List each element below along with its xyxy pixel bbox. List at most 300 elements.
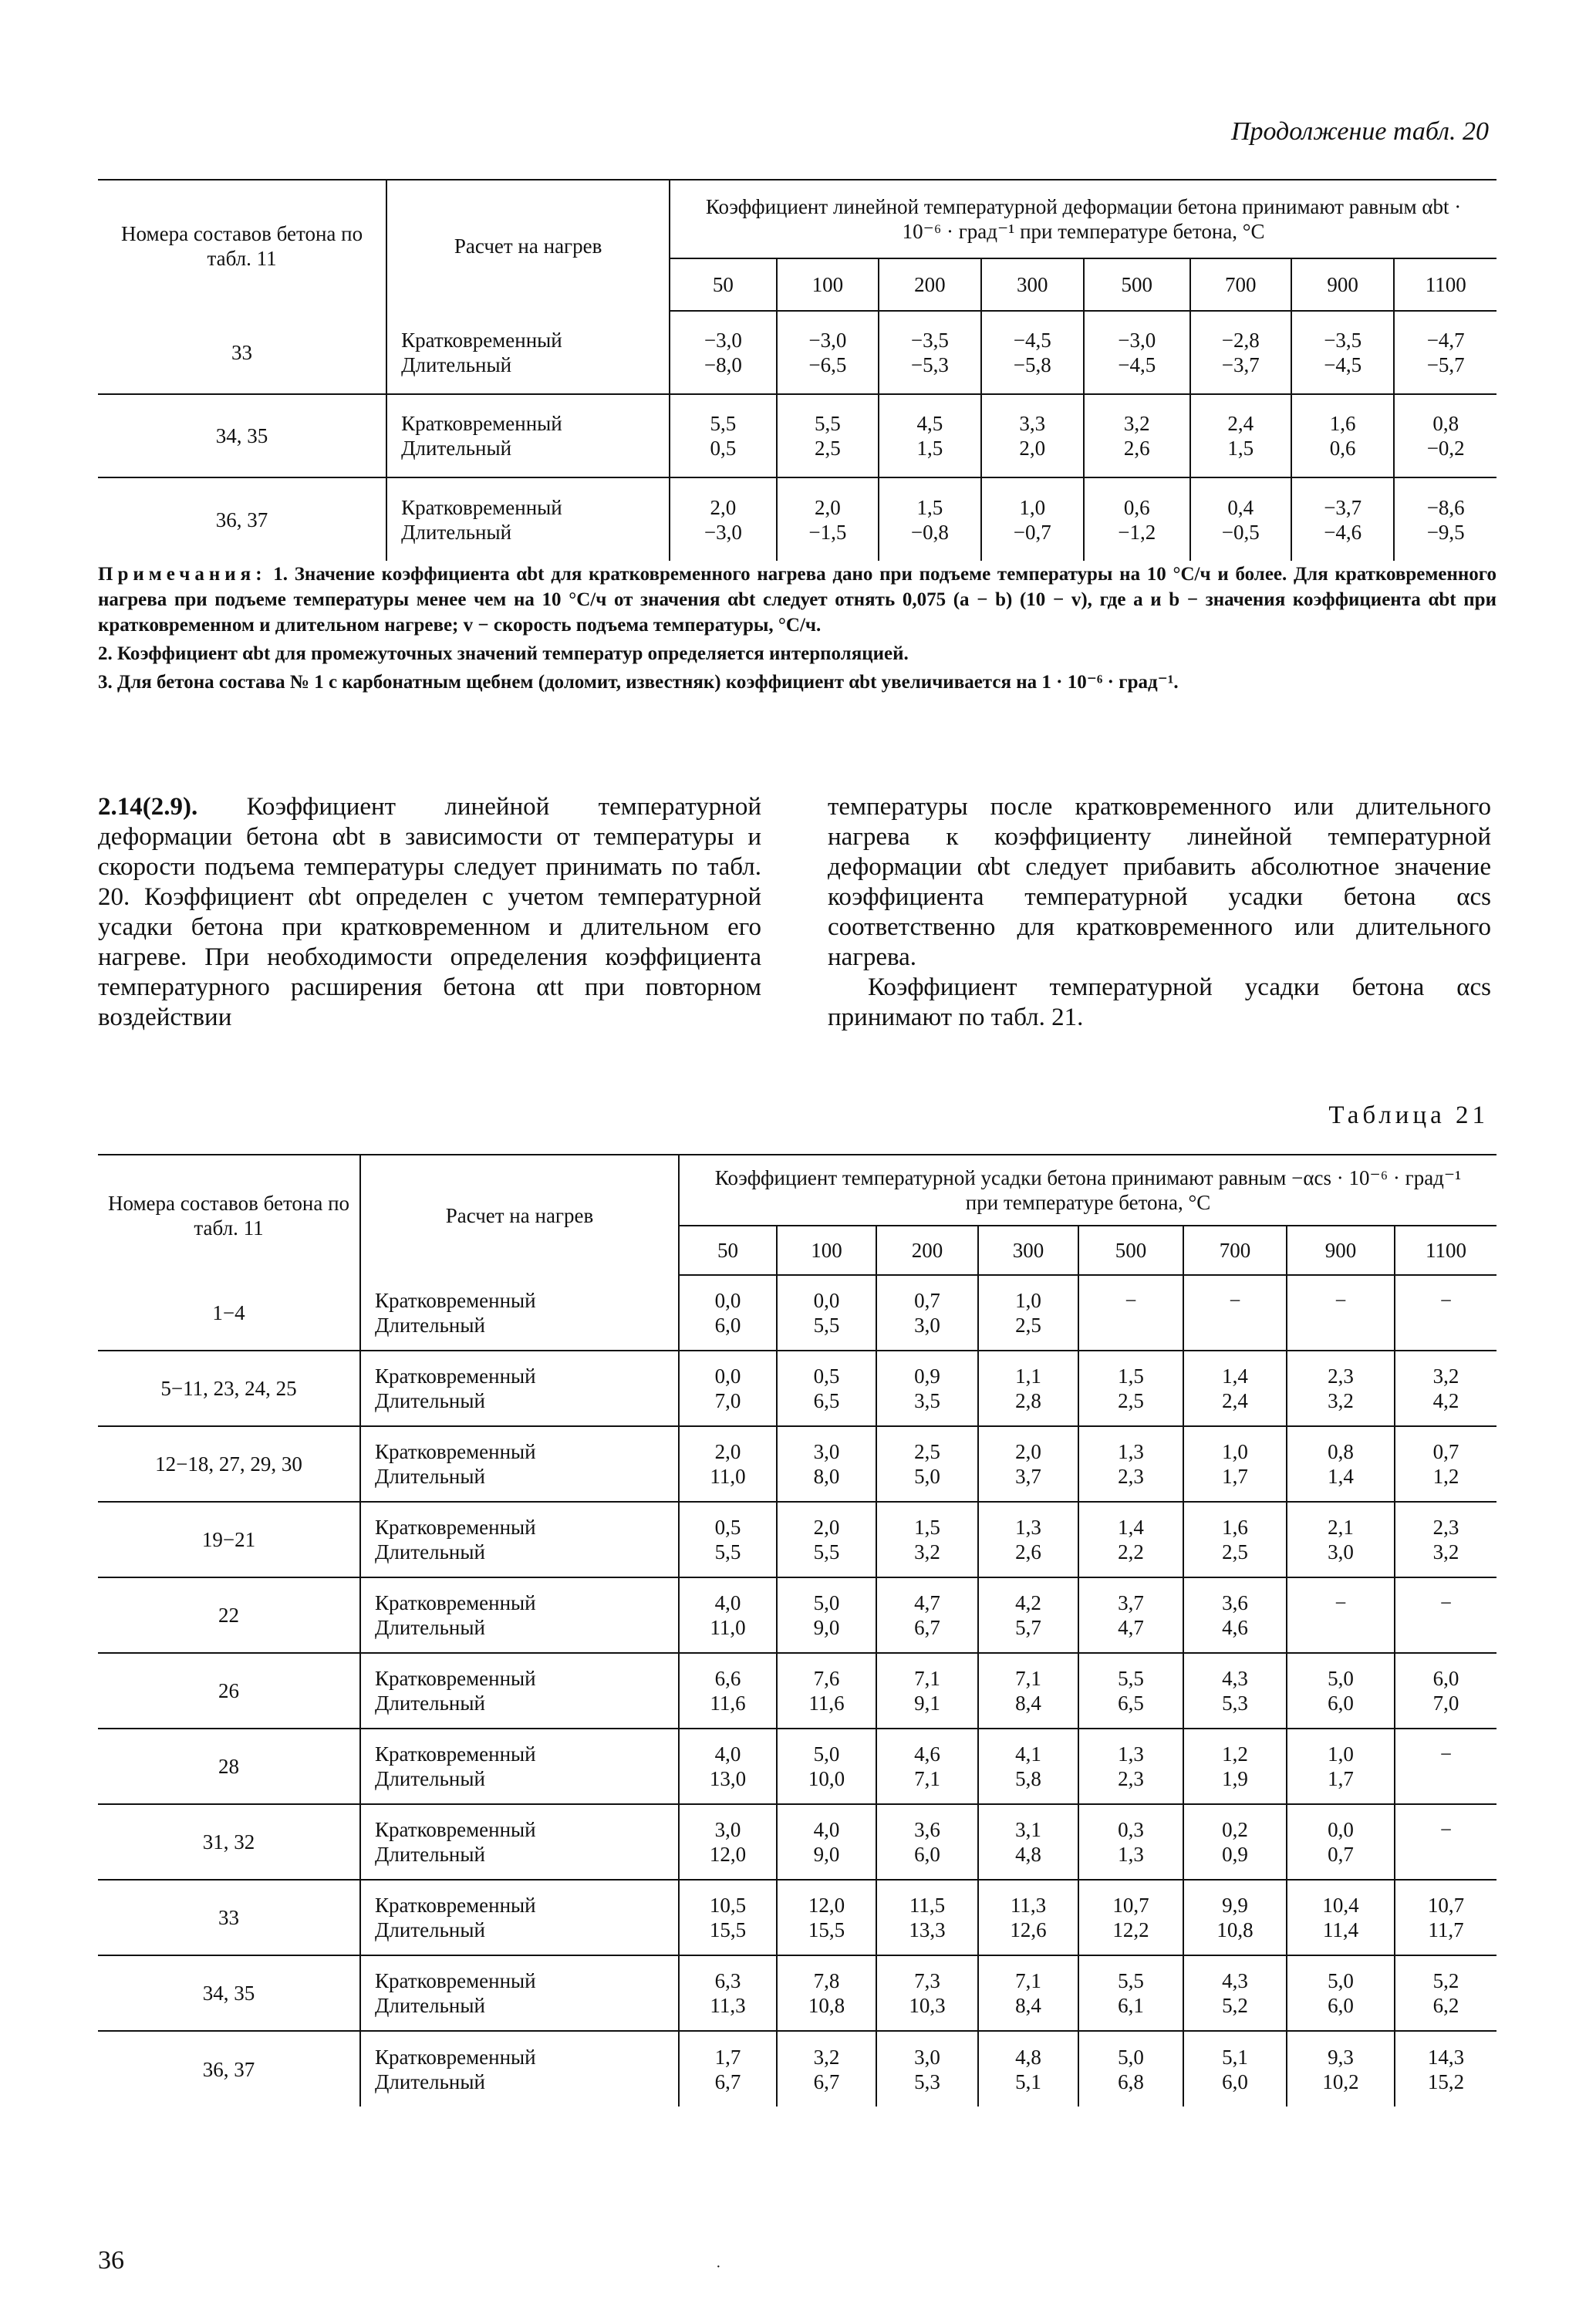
t20-header-composition: Номера составов бетона по табл. 11	[98, 180, 386, 311]
t20-value-cell	[1190, 394, 1291, 477]
t21-calc-long: Длительный	[375, 1616, 485, 1639]
t21-short-value: 2,3	[1432, 1516, 1459, 1539]
t21-calc-short: Кратковременный	[375, 2045, 536, 2069]
t21-value-cell	[1078, 1653, 1183, 1729]
t21-long-value: 6,7	[914, 1616, 940, 1639]
t21-calc-long: Длительный	[375, 2069, 485, 2093]
t21-long-value: 10,8	[1216, 1918, 1254, 1941]
t21-calc-cell	[360, 1804, 679, 1880]
t21-value-cell	[679, 1351, 777, 1426]
t21-long-value: 10,2	[1322, 2069, 1359, 2093]
t20-long-value: 1,5	[1227, 437, 1254, 460]
t21-value-cell	[978, 1653, 1078, 1729]
t21-value-cell	[876, 1729, 978, 1804]
t21-composition: 33	[98, 1880, 360, 1955]
t21-short-value: 1,0	[1328, 1742, 1354, 1766]
t20-value-cell	[879, 394, 980, 477]
t20-short-value: 2,4	[1227, 412, 1254, 435]
t21-long-value: 9,0	[813, 1616, 840, 1639]
t21-row	[98, 1880, 1496, 1955]
t21-long-value: 1,2	[1432, 1465, 1459, 1488]
t21-value-cell	[777, 1880, 876, 1955]
t21-long-value: 11,7	[1428, 1918, 1464, 1941]
t21-long-value: 2,2	[1118, 1540, 1144, 1563]
t21-value-cell	[777, 1804, 876, 1880]
t21-calc-long: Длительный	[375, 1994, 485, 2017]
t21-long-value: 6,0	[914, 1843, 940, 1866]
t20-temp-700: 700	[1190, 258, 1291, 311]
t21-short-value: 4,6	[914, 1742, 940, 1766]
t20-long-value: −4,5	[1324, 353, 1362, 376]
t21-long-value: 6,7	[813, 2069, 840, 2093]
notes-label: Примечания:	[98, 564, 267, 585]
t21-value-cell	[679, 1577, 777, 1653]
t21-value-cell	[1287, 1729, 1395, 1804]
t21-long-value	[1287, 1313, 1394, 1337]
t20-value-cell	[981, 477, 1084, 561]
t20-calc-long: Длительный	[401, 520, 512, 544]
t21-value-cell	[1183, 1955, 1287, 2031]
t21-calc-short: Кратковременный	[375, 1742, 536, 1766]
t21-value-cell	[1078, 1502, 1183, 1577]
t21-long-value	[1395, 1842, 1496, 1867]
t21-value-cell	[1078, 1275, 1183, 1351]
t21-long-value: 9,1	[914, 1692, 940, 1715]
t21-short-value: 5,5	[1118, 1667, 1144, 1690]
t21-value-cell	[978, 1880, 1078, 1955]
t21-value-cell	[1287, 1275, 1395, 1351]
t21-short-value: 3,0	[914, 2045, 940, 2069]
t21-value-cell	[1078, 1880, 1183, 1955]
t21-short-value: 0,7	[1432, 1440, 1459, 1463]
t21-short-value: 3,1	[1015, 1818, 1041, 1841]
t21-short-value: 1,3	[1118, 1440, 1144, 1463]
t20-long-value: −9,5	[1426, 520, 1465, 544]
t21-calc-cell	[360, 1275, 679, 1351]
t21-long-value: 1,3	[1118, 1843, 1144, 1866]
t21-short-value: 2,0	[1015, 1440, 1041, 1463]
t21-short-value: 5,0	[813, 1591, 840, 1614]
t21-long-value	[1287, 1615, 1394, 1640]
t21-header-coef: Коэффициент температурной усадки бетона принимают равным −αcs · 10⁻⁶ · град⁻¹ при температуре бетона, °С	[679, 1155, 1496, 1226]
t21-value-cell	[1395, 1275, 1496, 1351]
t21-long-value: 1,9	[1222, 1767, 1248, 1790]
t20-short-value: 2,0	[710, 495, 737, 519]
t21-temp-100: 100	[777, 1226, 876, 1275]
t21-composition: 12−18, 27, 29, 30	[98, 1426, 360, 1502]
t21-long-value: 2,4	[1222, 1389, 1248, 1412]
t21-value-cell	[876, 1351, 978, 1426]
t21-calc-cell	[360, 1955, 679, 2031]
t21-long-value: 3,0	[1328, 1540, 1354, 1563]
t21-short-value: 7,8	[813, 1969, 840, 1992]
t20-row	[98, 311, 1496, 394]
t21-value-cell	[1183, 1502, 1287, 1577]
t21-calc-long: Длительный	[375, 1692, 485, 1715]
t20-long-value: −6,5	[808, 353, 847, 376]
t21-short-value: 4,1	[1015, 1742, 1041, 1766]
t20-composition: 34, 35	[98, 394, 386, 477]
t21-long-value: 15,2	[1427, 2069, 1465, 2093]
t20-value-cell	[879, 477, 980, 561]
t21-temp-300: 300	[978, 1226, 1078, 1275]
t21-short-value: 7,1	[1015, 1667, 1041, 1690]
t21-short-value: 0,0	[714, 1364, 741, 1388]
t21-value-cell	[1078, 1729, 1183, 1804]
t20-long-value: −3,0	[704, 520, 742, 544]
t21-composition: 22	[98, 1577, 360, 1653]
t20-long-value: −1,2	[1118, 520, 1156, 544]
t21-value-cell	[679, 1653, 777, 1729]
t21-value-cell	[1395, 1426, 1496, 1502]
t21-long-value	[1395, 1766, 1496, 1791]
t21-short-value: 1,0	[1015, 1289, 1041, 1312]
t21-long-value: 11,6	[710, 1692, 746, 1715]
t21-short-value: 9,9	[1222, 1894, 1248, 1917]
t21-long-value: 13,0	[709, 1767, 747, 1790]
t20-short-value: −3,7	[1324, 495, 1362, 519]
t21-short-value: 4,8	[1015, 2045, 1041, 2069]
t21-calc-cell	[360, 1426, 679, 1502]
t21-long-value: 7,0	[1432, 1692, 1459, 1715]
t20-composition: 33	[98, 311, 386, 394]
t21-long-value: 11,0	[710, 1465, 746, 1488]
t21-temp-50: 50	[679, 1226, 777, 1275]
t20-short-value: 5,5	[815, 412, 841, 435]
t21-calc-cell	[360, 1729, 679, 1804]
t21-short-value: 14,3	[1427, 2045, 1465, 2069]
t21-short-value: 1,6	[1222, 1516, 1248, 1539]
t21-long-value: 2,8	[1015, 1389, 1041, 1412]
t20-value-cell	[1291, 394, 1394, 477]
t21-short-value: 7,1	[1015, 1969, 1041, 1992]
t21-composition: 31, 32	[98, 1804, 360, 1880]
t21-composition: 34, 35	[98, 1955, 360, 2031]
t21-temp-500: 500	[1078, 1226, 1183, 1275]
body-left-text: Коэффициент линейной температурной деформации бетона αbt в зависимости от температуры и скорости подъема температуры следует принимать по табл. 20. Коэффициент αbt определен с учетом температурной усадки бетона при кратковременном и длительном его нагреве. При необходимости определения коэффициента температурного расширения бетона αtt при повторном воздействии	[98, 793, 762, 1031]
t21-value-cell	[876, 1502, 978, 1577]
t20-value-cell	[670, 477, 777, 561]
t20-calc-cell	[386, 394, 670, 477]
t21-long-value: 5,5	[714, 1540, 741, 1563]
t21-short-value: 0,3	[1118, 1818, 1144, 1841]
t21-short-value: −	[1439, 1742, 1453, 1766]
t21-short-value: −	[1439, 1818, 1453, 1841]
t21-short-value: 1,4	[1222, 1364, 1248, 1388]
t21-value-cell	[1287, 1426, 1395, 1502]
t21-value-cell	[1395, 1804, 1496, 1880]
t20-short-value: −4,5	[1013, 329, 1051, 352]
t20-short-value: −3,0	[704, 329, 742, 352]
table-20	[98, 179, 1496, 561]
t21-calc-cell	[360, 1502, 679, 1577]
t21-long-value: 7,1	[914, 1767, 940, 1790]
t21-short-value: 5,0	[1328, 1667, 1354, 1690]
t21-value-cell	[1395, 1955, 1496, 2031]
t20-short-value: 0,8	[1432, 412, 1459, 435]
t21-long-value: 2,6	[1015, 1540, 1041, 1563]
t20-value-cell	[1190, 311, 1291, 394]
t20-value-cell	[777, 311, 879, 394]
t21-value-cell	[679, 1880, 777, 1955]
t21-temp-700: 700	[1183, 1226, 1287, 1275]
t20-row	[98, 394, 1496, 477]
t21-value-cell	[1287, 1653, 1395, 1729]
note-1: 1. Значение коэффициента αbt для кратковременного нагрева дано при подъеме температуры на 10 °С/ч и более. Для кратковременного нагрева при подъеме температуры менее чем на 10 °С/ч от значения αbt следует отнять 0,075 (a − b) (10 − v), где a и b − значения коэффициента αbt при кратковременном и длительном нагреве; v − скорость подъема температуры, °С/ч.	[98, 564, 1497, 636]
t21-short-value: 4,7	[914, 1591, 940, 1614]
t20-value-cell	[670, 394, 777, 477]
t20-short-value: −2,8	[1221, 329, 1260, 352]
t20-calc-short: Кратковременный	[401, 328, 562, 352]
t20-temp-200: 200	[879, 258, 980, 311]
t21-value-cell	[679, 1275, 777, 1351]
t20-long-value: −0,8	[910, 520, 949, 544]
t21-value-cell	[1287, 1577, 1395, 1653]
t21-long-value: 0,9	[1222, 1843, 1248, 1866]
t21-long-value: 8,0	[813, 1465, 840, 1488]
t21-short-value: 0,2	[1222, 1818, 1248, 1841]
t21-long-value: 6,0	[1222, 2069, 1248, 2093]
t21-value-cell	[1078, 1351, 1183, 1426]
t21-value-cell	[1078, 1804, 1183, 1880]
t21-short-value: 7,1	[914, 1667, 940, 1690]
t20-short-value: 2,0	[815, 495, 841, 519]
t21-long-value: 3,2	[914, 1540, 940, 1563]
t20-value-cell	[1084, 394, 1190, 477]
t21-long-value: 3,2	[1432, 1540, 1459, 1563]
t21-short-value: 3,0	[714, 1818, 741, 1841]
t21-value-cell	[1183, 1275, 1287, 1351]
t21-short-value: 4,3	[1222, 1667, 1248, 1690]
t20-short-value: −3,5	[910, 329, 949, 352]
t21-short-value: 10,5	[709, 1894, 747, 1917]
t21-value-cell	[978, 1351, 1078, 1426]
t21-header-calc: Расчет на нагрев	[360, 1155, 679, 1275]
t20-value-cell	[981, 311, 1084, 394]
paragraph-number: 2.14(2.9).	[98, 793, 198, 821]
t21-value-cell	[978, 1804, 1078, 1880]
t21-short-value: 0,8	[1328, 1440, 1354, 1463]
t21-short-value: 1,3	[1118, 1742, 1144, 1766]
t21-long-value: 7,0	[714, 1389, 741, 1412]
t20-short-value: 1,5	[916, 495, 943, 519]
t21-value-cell	[876, 1577, 978, 1653]
t21-value-cell	[1078, 2031, 1183, 2107]
t21-short-value: 0,0	[1328, 1818, 1354, 1841]
t21-long-value: 3,7	[1015, 1465, 1041, 1488]
t21-long-value: 5,7	[1015, 1616, 1041, 1639]
t21-long-value	[1395, 1615, 1496, 1640]
t20-temp-1100: 1100	[1394, 258, 1496, 311]
body-left-column	[98, 792, 761, 1033]
t21-value-cell	[1183, 1804, 1287, 1880]
t21-short-value: 0,0	[714, 1289, 741, 1312]
t20-temp-100: 100	[777, 258, 879, 311]
t21-long-value: 5,5	[813, 1540, 840, 1563]
t21-short-value: 1,4	[1118, 1516, 1144, 1539]
t21-long-value: 6,0	[1328, 1692, 1354, 1715]
t21-short-value: 2,3	[1328, 1364, 1354, 1388]
t21-calc-long: Длительный	[375, 1313, 485, 1337]
t21-short-value: 1,5	[914, 1516, 940, 1539]
t21-long-value: 10,3	[909, 1994, 946, 2017]
t21-long-value: 10,0	[808, 1767, 845, 1790]
t20-long-value: −3,7	[1221, 353, 1260, 376]
t21-short-value: −	[1439, 1289, 1453, 1312]
t21-calc-long: Длительный	[375, 1843, 485, 1866]
t21-value-cell	[777, 1502, 876, 1577]
t21-value-cell	[978, 1577, 1078, 1653]
t21-row	[98, 1729, 1496, 1804]
t21-value-cell	[978, 1955, 1078, 2031]
t21-value-cell	[876, 1955, 978, 2031]
t21-short-value: 2,5	[914, 1440, 940, 1463]
t21-calc-short: Кратковременный	[375, 1667, 536, 1690]
t21-calc-short: Кратковременный	[375, 1288, 536, 1312]
t21-row	[98, 1502, 1496, 1577]
t21-long-value: 5,3	[914, 2069, 940, 2093]
t21-long-value: 6,5	[813, 1389, 840, 1412]
t21-calc-long: Длительный	[375, 1465, 485, 1488]
t21-short-value: 2,0	[714, 1440, 741, 1463]
t21-composition: 5−11, 23, 24, 25	[98, 1351, 360, 1426]
t21-value-cell	[679, 1502, 777, 1577]
t20-value-cell	[777, 394, 879, 477]
t21-calc-long: Длительный	[375, 1918, 485, 1941]
t20-long-value: 2,0	[1019, 437, 1046, 460]
t20-calc-long: Длительный	[401, 437, 512, 460]
t21-long-value: 5,5	[813, 1314, 840, 1337]
body-right-text-1: температуры после кратковременного или длительного нагрева к коэффициенту линейной температурной деформации αbt следует прибавить абсолютное значение коэффициента температурной усадки бетона αcs соответственно для кратковременного или длительного нагрева.	[828, 793, 1491, 971]
t21-calc-long: Длительный	[375, 1389, 485, 1412]
t21-value-cell	[777, 1426, 876, 1502]
t21-short-value: −	[1125, 1289, 1137, 1312]
t21-long-value: 5,2	[1222, 1994, 1248, 2017]
t20-long-value: −1,5	[808, 520, 847, 544]
t21-long-value: 6,8	[1118, 2069, 1144, 2093]
t21-short-value: 1,1	[1015, 1364, 1041, 1388]
t20-value-cell	[777, 477, 879, 561]
t20-long-value: −0,5	[1221, 520, 1260, 544]
t21-short-value: 11,5	[909, 1894, 946, 1917]
t21-short-value: 3,6	[1222, 1591, 1248, 1614]
t21-short-value: 1,2	[1222, 1742, 1248, 1766]
t21-short-value: 10,4	[1322, 1894, 1359, 1917]
t20-temp-500: 500	[1084, 258, 1190, 311]
t21-temp-200: 200	[876, 1226, 978, 1275]
t20-value-cell	[1394, 311, 1496, 394]
t21-value-cell	[1183, 1351, 1287, 1426]
t21-short-value: 5,2	[1432, 1969, 1459, 1992]
t21-long-value	[1184, 1313, 1286, 1337]
t21-short-value: 3,2	[1432, 1364, 1459, 1388]
t21-value-cell	[978, 1729, 1078, 1804]
t21-long-value	[1079, 1313, 1183, 1337]
t21-long-value: 12,2	[1112, 1918, 1149, 1941]
t21-long-value: 5,1	[1015, 2069, 1041, 2093]
t20-value-cell	[1190, 477, 1291, 561]
t21-value-cell	[1287, 1502, 1395, 1577]
t20-value-cell	[981, 394, 1084, 477]
t21-short-value: 4,3	[1222, 1969, 1248, 1992]
t21-short-value: 4,2	[1015, 1591, 1041, 1614]
t21-value-cell	[978, 1426, 1078, 1502]
t21-long-value: 6,1	[1118, 1994, 1144, 2017]
t21-value-cell	[777, 1653, 876, 1729]
t21-value-cell	[978, 1275, 1078, 1351]
t21-calc-short: Кратковременный	[375, 1818, 536, 1841]
t21-value-cell	[1078, 1426, 1183, 1502]
t21-value-cell	[978, 2031, 1078, 2107]
t20-short-value: −8,6	[1426, 495, 1465, 519]
t20-long-value: 0,6	[1329, 437, 1356, 460]
t21-value-cell	[876, 2031, 978, 2107]
t21-short-value: 9,3	[1328, 2045, 1354, 2069]
t21-value-cell	[1287, 1804, 1395, 1880]
t21-calc-short: Кратковременный	[375, 1969, 536, 1992]
table-20-notes	[98, 562, 1496, 695]
t21-temp-1100: 1100	[1395, 1226, 1496, 1275]
t20-long-value: −4,6	[1324, 520, 1362, 544]
t21-long-value: 8,4	[1015, 1692, 1041, 1715]
t21-short-value: 6,6	[714, 1667, 741, 1690]
t21-long-value: 2,3	[1118, 1465, 1144, 1488]
t21-short-value: −	[1334, 1289, 1347, 1312]
t21-value-cell	[777, 2031, 876, 2107]
t21-composition: 26	[98, 1653, 360, 1729]
t20-long-value: −4,5	[1118, 353, 1156, 376]
t20-calc-cell	[386, 311, 670, 394]
t21-value-cell	[1183, 1577, 1287, 1653]
t21-value-cell	[777, 1955, 876, 2031]
t21-value-cell	[1183, 1426, 1287, 1502]
t20-header-calc: Расчет на нагрев	[386, 180, 670, 311]
t21-value-cell	[1183, 2031, 1287, 2107]
t20-short-value: 1,0	[1019, 495, 1046, 519]
t20-long-value: −5,3	[910, 353, 949, 376]
t21-row	[98, 1804, 1496, 1880]
t21-long-value: 11,0	[710, 1616, 746, 1639]
t21-short-value: 0,7	[914, 1289, 940, 1312]
t21-short-value: 1,0	[1222, 1440, 1248, 1463]
t21-short-value: 11,3	[1010, 1894, 1047, 1917]
t21-value-cell	[876, 1804, 978, 1880]
t21-calc-cell	[360, 1351, 679, 1426]
t21-long-value: 4,6	[1222, 1616, 1248, 1639]
t21-short-value: 5,1	[1222, 2045, 1248, 2069]
t21-value-cell	[1078, 1955, 1183, 2031]
t20-calc-short: Кратковременный	[401, 412, 562, 435]
t21-short-value: 5,0	[1328, 1969, 1354, 1992]
t20-short-value: 3,2	[1123, 412, 1150, 435]
t20-long-value: −8,0	[704, 353, 742, 376]
t21-long-value: 6,7	[714, 2069, 741, 2093]
t20-short-value: −3,5	[1324, 329, 1362, 352]
t20-value-cell	[1291, 311, 1394, 394]
t21-composition: 19−21	[98, 1502, 360, 1577]
t21-value-cell	[978, 1502, 1078, 1577]
t20-short-value: −3,0	[808, 329, 847, 352]
t21-long-value: 0,7	[1328, 1843, 1354, 1866]
t21-value-cell	[1395, 1880, 1496, 1955]
t21-short-value: 0,0	[813, 1289, 840, 1312]
t20-short-value: 3,3	[1019, 412, 1046, 435]
t21-short-value: 0,9	[914, 1364, 940, 1388]
t21-value-cell	[679, 1729, 777, 1804]
page-number: 36	[98, 2246, 124, 2275]
t21-short-value: 3,7	[1118, 1591, 1144, 1614]
t21-header-composition: Номера составов бетона по табл. 11	[98, 1155, 360, 1275]
